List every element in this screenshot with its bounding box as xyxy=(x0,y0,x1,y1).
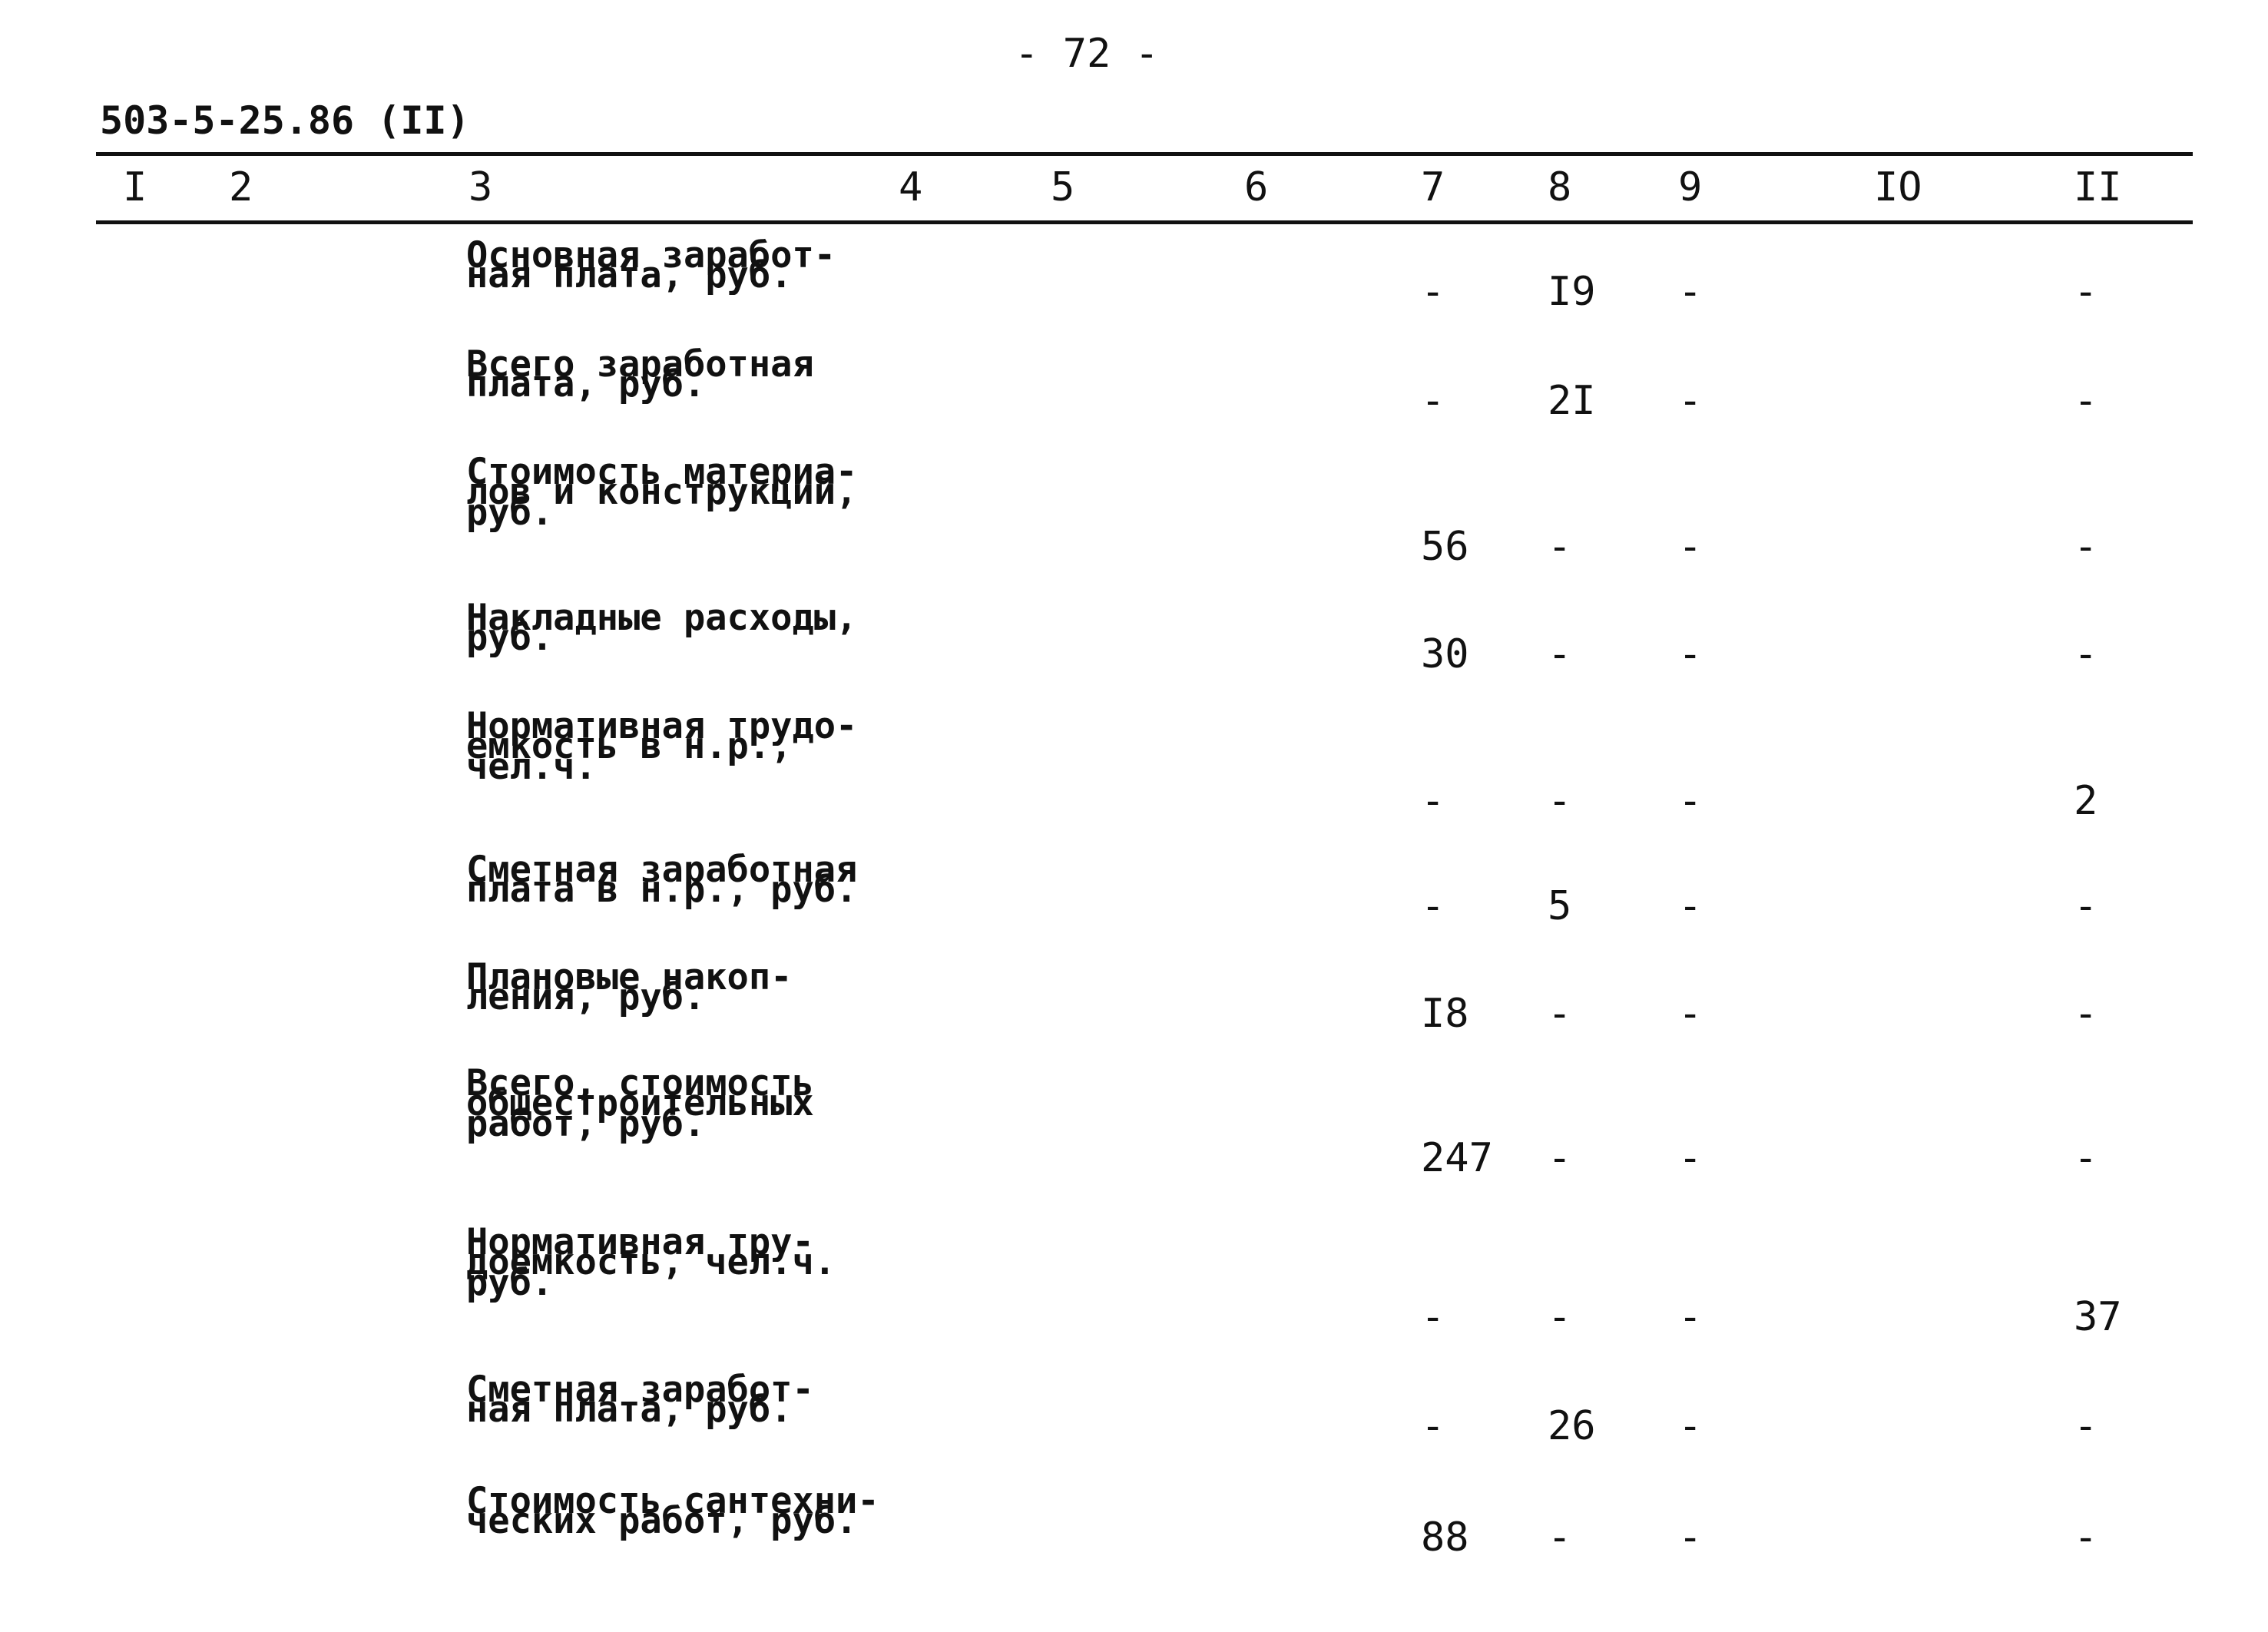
cell-col9: - xyxy=(1678,778,1703,824)
cell-col8: 2I xyxy=(1548,378,1596,424)
cell-col8: 5 xyxy=(1548,883,1572,929)
cell-col7: 30 xyxy=(1421,631,1469,677)
cell-col8: - xyxy=(1548,524,1572,570)
cell-col11: - xyxy=(2074,1135,2098,1181)
cell-col9: - xyxy=(1678,378,1703,424)
cell-col11: - xyxy=(2074,269,2098,315)
table-top-rule xyxy=(96,152,2193,156)
cell-col7: 88 xyxy=(1421,1514,1469,1561)
row-label: Накладные расходы, руб. xyxy=(466,597,858,660)
cell-col8: - xyxy=(1548,1135,1572,1181)
row-label: Нормативная трудо- емкость в н.р., чел.ч. xyxy=(466,705,858,788)
cell-col9: - xyxy=(1678,269,1703,315)
cell-col8: - xyxy=(1548,778,1572,824)
cell-col11: - xyxy=(2074,1403,2098,1449)
cell-col8: - xyxy=(1548,631,1572,677)
cell-col9: - xyxy=(1678,1135,1703,1181)
row-label: Плановые накоп- ления, руб. xyxy=(466,956,793,1019)
table-header-rule xyxy=(96,220,2193,224)
cell-col8: - xyxy=(1548,991,1572,1037)
page-number: - 72 - xyxy=(1015,31,1159,77)
row-label: Сметная заработная плата в н.р., руб. xyxy=(466,849,858,912)
cell-col9: - xyxy=(1678,1294,1703,1340)
cell-col7: 56 xyxy=(1421,524,1469,570)
row-label: Стоимость материа- лов и конструкций, руб. xyxy=(466,451,858,534)
cell-col11: 2 xyxy=(2074,778,2098,824)
row-label: Всего заработная плата, руб. xyxy=(466,343,814,406)
cell-col11: - xyxy=(2074,378,2098,424)
cell-col7: - xyxy=(1421,778,1445,824)
cell-col9: - xyxy=(1678,883,1703,929)
row-label: Основная заработ- ная плата, руб. xyxy=(466,234,836,297)
column-header-8: 8 xyxy=(1548,164,1572,210)
cell-col9: - xyxy=(1678,1514,1703,1561)
cell-col8: - xyxy=(1548,1514,1572,1561)
row-label: Всего, стоимость общестроительных работ, руб. xyxy=(466,1062,814,1145)
row-label: Стоимость сантехни- ческих работ, руб. xyxy=(466,1480,879,1543)
cell-col9: - xyxy=(1678,991,1703,1037)
column-header-3: 3 xyxy=(468,164,493,210)
cell-col11: 37 xyxy=(2074,1294,2122,1340)
cell-col7: - xyxy=(1421,378,1445,424)
cell-col11: - xyxy=(2074,631,2098,677)
column-header-11: II xyxy=(2074,164,2122,210)
row-label: Нормативная тру- доемкость, чел.ч. руб. xyxy=(466,1221,836,1304)
cell-col7: I8 xyxy=(1421,991,1469,1037)
row-label: Сметная заработ- ная плата, руб. xyxy=(466,1369,814,1432)
column-header-1: I xyxy=(123,164,147,210)
cell-col11: - xyxy=(2074,524,2098,570)
column-header-7: 7 xyxy=(1421,164,1445,210)
cell-col7: - xyxy=(1421,883,1445,929)
cell-col7: - xyxy=(1421,1294,1445,1340)
cell-col8: 26 xyxy=(1548,1403,1596,1449)
cell-col9: - xyxy=(1678,524,1703,570)
document-code: 503-5-25.86 (II) xyxy=(100,98,470,143)
cell-col7: 247 xyxy=(1421,1135,1493,1181)
column-header-2: 2 xyxy=(229,164,253,210)
column-header-10: IO xyxy=(1874,164,1922,210)
cell-col8: - xyxy=(1548,1294,1572,1340)
cell-col9: - xyxy=(1678,631,1703,677)
cell-col7: - xyxy=(1421,1403,1445,1449)
cell-col11: - xyxy=(2074,991,2098,1037)
column-header-9: 9 xyxy=(1678,164,1703,210)
cell-col11: - xyxy=(2074,883,2098,929)
cell-col11: - xyxy=(2074,1514,2098,1561)
column-header-4: 4 xyxy=(899,164,923,210)
cell-col9: - xyxy=(1678,1403,1703,1449)
cell-col7: - xyxy=(1421,269,1445,315)
column-header-5: 5 xyxy=(1051,164,1075,210)
column-header-6: 6 xyxy=(1244,164,1269,210)
cell-col8: I9 xyxy=(1548,269,1596,315)
